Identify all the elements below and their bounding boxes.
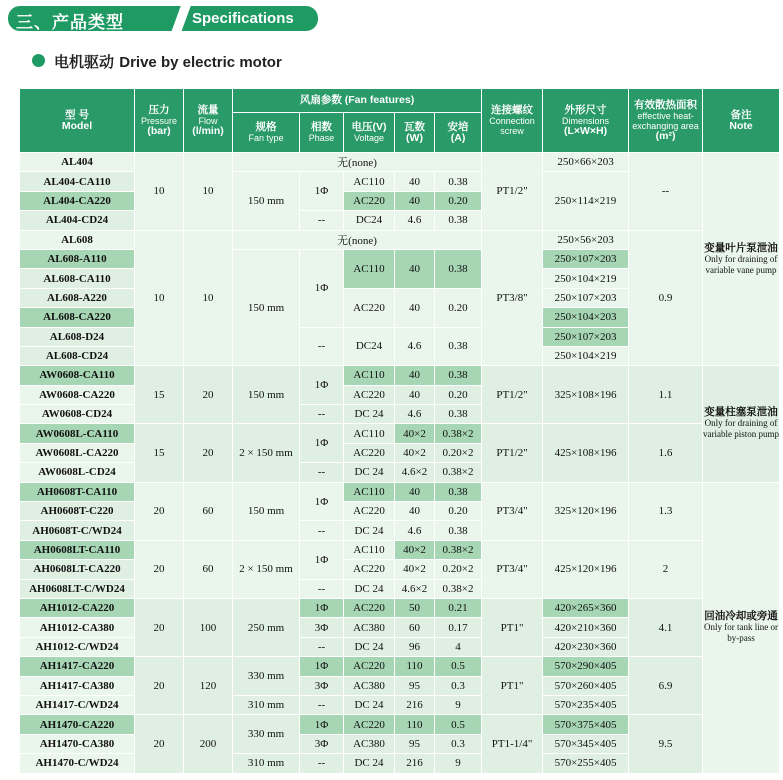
table-cell: 150 mm xyxy=(233,249,300,365)
table-cell: AC220 xyxy=(344,560,395,579)
table-cell: 20 xyxy=(135,657,184,715)
table-cell: AL608-A110 xyxy=(20,249,135,268)
table-cell: AL608-CA220 xyxy=(20,308,135,327)
table-cell: 0.38 xyxy=(435,327,482,366)
table-cell: 10 xyxy=(184,230,233,366)
table-cell: 40 xyxy=(395,191,435,210)
table-cell: 250×104×219 xyxy=(543,269,629,288)
table-cell: 0.38 xyxy=(435,482,482,501)
table-row xyxy=(20,598,780,617)
table-cell: 15 xyxy=(135,424,184,482)
table-cell: 120 xyxy=(184,657,233,715)
table-cell: 1.1 xyxy=(629,366,703,424)
table-cell: 6.9 xyxy=(629,657,703,715)
table-cell: 3Φ xyxy=(300,618,344,637)
model-cell: AL404 xyxy=(20,153,135,172)
table-cell: 1Φ xyxy=(300,366,344,405)
table-cell: 0.5 xyxy=(435,715,482,734)
table-cell: 4.6 xyxy=(395,521,435,540)
col-phase: 相数 Phase xyxy=(300,113,344,153)
table-cell: AL404-CD24 xyxy=(20,211,135,230)
table-cell: AH1470-CA380 xyxy=(20,734,135,753)
table-cell: 9.5 xyxy=(629,715,703,773)
table-cell: AH1012-CA380 xyxy=(20,618,135,637)
table-cell: 1Φ xyxy=(300,540,344,579)
col-note: 备注 Note xyxy=(703,89,780,153)
table-cell: -- xyxy=(300,695,344,714)
table-cell: AC220 xyxy=(344,598,395,617)
table-cell: 110 xyxy=(395,715,435,734)
table-cell: PT3/4" xyxy=(482,540,543,598)
table-cell: 10 xyxy=(184,153,233,231)
table-cell: 420×210×360 xyxy=(543,618,629,637)
table-cell: PT1" xyxy=(482,657,543,715)
table-row xyxy=(20,153,780,172)
table-cell: AW0608L-CD24 xyxy=(20,463,135,482)
col-area: 有效散热面积 effective heat- exchanging area (m²) xyxy=(629,89,703,153)
table-cell: AL404-CA110 xyxy=(20,172,135,191)
table-cell: 0.38×2 xyxy=(435,463,482,482)
table-cell: 无(none) xyxy=(233,153,482,172)
table-cell: 250×107×203 xyxy=(543,288,629,307)
table-cell: 4.6×2 xyxy=(395,579,435,598)
col-watt: 瓦数 (W) xyxy=(395,113,435,153)
table-cell: 40×2 xyxy=(395,424,435,443)
table-cell: 9 xyxy=(435,754,482,773)
table-cell: AH1012-CA220 xyxy=(20,598,135,617)
table-cell: 570×235×405 xyxy=(543,695,629,714)
table-cell: 50 xyxy=(395,598,435,617)
table-cell: 20 xyxy=(184,366,233,424)
table-row xyxy=(20,482,780,501)
table-cell: 570×345×405 xyxy=(543,734,629,753)
table-cell: AL608-D24 xyxy=(20,327,135,346)
table-cell: 250×66×203 xyxy=(543,153,629,172)
table-cell: AW0608L-CA220 xyxy=(20,443,135,462)
table-cell: 150 mm xyxy=(233,366,300,424)
table-cell: AH0608LT-CA220 xyxy=(20,560,135,579)
table-cell: 20 xyxy=(184,424,233,482)
table-cell: DC 24 xyxy=(344,405,395,424)
table-cell: AH0608LT-C/WD24 xyxy=(20,579,135,598)
table-cell: 0.3 xyxy=(435,676,482,695)
table-cell: 3Φ xyxy=(300,734,344,753)
table-cell: AL608-CA110 xyxy=(20,269,135,288)
table-cell: PT3/8" xyxy=(482,230,543,366)
table-cell: AC110 xyxy=(344,540,395,559)
table-cell: AC220 xyxy=(344,657,395,676)
col-amp: 安培 (A) xyxy=(435,113,482,153)
table-cell: 250×56×203 xyxy=(543,230,629,249)
table-cell: 20 xyxy=(135,482,184,540)
table-cell: PT3/4" xyxy=(482,482,543,540)
table-cell: AC220 xyxy=(344,443,395,462)
table-cell: 325×108×196 xyxy=(543,366,629,424)
table-cell: 330 mm xyxy=(233,657,300,696)
table-cell: -- xyxy=(300,211,344,230)
table-cell: 4.6 xyxy=(395,211,435,230)
table-cell: 40×2 xyxy=(395,443,435,462)
table-cell: 1Φ xyxy=(300,424,344,463)
table-cell: 250×114×219 xyxy=(543,172,629,230)
table-cell: DC 24 xyxy=(344,695,395,714)
table-cell: DC 24 xyxy=(344,754,395,773)
table-cell: 216 xyxy=(395,754,435,773)
table-cell: DC24 xyxy=(344,211,395,230)
table-cell: 1Φ xyxy=(300,249,344,327)
table-cell: 40 xyxy=(395,502,435,521)
table-cell: AC110 xyxy=(344,366,395,385)
col-voltage: 电压(V) Voltage xyxy=(344,113,395,153)
table-cell: AH1012-C/WD24 xyxy=(20,637,135,656)
table-cell: 4.6 xyxy=(395,405,435,424)
table-cell: 0.20×2 xyxy=(435,443,482,462)
table-cell: 250 mm xyxy=(233,598,300,656)
table-cell: AW0608-CA110 xyxy=(20,366,135,385)
table-cell: -- xyxy=(300,405,344,424)
table-cell: 250×107×203 xyxy=(543,249,629,268)
table-cell: AW0608L-CA110 xyxy=(20,424,135,443)
sub-heading-en: Drive by electric motor xyxy=(119,54,282,71)
table-cell: 0.38 xyxy=(435,521,482,540)
table-cell: 425×108×196 xyxy=(543,424,629,482)
table-cell: 10 xyxy=(135,230,184,366)
table-cell: 2 × 150 mm xyxy=(233,424,300,482)
table-cell: 0.38×2 xyxy=(435,540,482,559)
table-cell: 0.38 xyxy=(435,249,482,288)
table-cell: AC110 xyxy=(344,249,395,288)
table-cell: PT1" xyxy=(482,598,543,656)
table-cell: 3Φ xyxy=(300,676,344,695)
table-cell: 250×107×203 xyxy=(543,327,629,346)
table-cell: DC 24 xyxy=(344,579,395,598)
table-cell: AH0608T-CA110 xyxy=(20,482,135,501)
table-cell: AC220 xyxy=(344,288,395,327)
table-cell: 0.38 xyxy=(435,366,482,385)
col-flow: 流量 Flow (l/min) xyxy=(184,89,233,153)
table-cell: 570×255×405 xyxy=(543,754,629,773)
table-cell: 40×2 xyxy=(395,560,435,579)
table-cell: 40 xyxy=(395,288,435,327)
table-cell: 570×375×405 xyxy=(543,715,629,734)
table-cell: 60 xyxy=(184,482,233,540)
table-cell: 570×260×405 xyxy=(543,676,629,695)
table-cell: 200 xyxy=(184,715,233,773)
table-cell: 1Φ xyxy=(300,172,344,211)
table-cell: 20 xyxy=(135,540,184,598)
col-model: 型 号 Model xyxy=(20,89,135,153)
table-cell: 1.6 xyxy=(629,424,703,482)
table-cell: 310 mm xyxy=(233,754,300,773)
table-cell: AC110 xyxy=(344,482,395,501)
table-cell: 325×120×196 xyxy=(543,482,629,540)
table-cell: 40 xyxy=(395,482,435,501)
table-cell: 1Φ xyxy=(300,598,344,617)
table-cell: 0.20×2 xyxy=(435,560,482,579)
table-cell: AH1417-CA220 xyxy=(20,657,135,676)
table-cell: -- xyxy=(300,754,344,773)
table-cell: 2 × 150 mm xyxy=(233,540,300,598)
table-cell: AC380 xyxy=(344,618,395,637)
col-dimensions: 外形尺寸 Dimensions (L×W×H) xyxy=(543,89,629,153)
table-cell: AC380 xyxy=(344,676,395,695)
spec-table xyxy=(19,88,780,774)
table-cell: 150 mm xyxy=(233,482,300,540)
table-cell: 0.20 xyxy=(435,191,482,210)
table-cell: 425×120×196 xyxy=(543,540,629,598)
table-cell: 250×104×203 xyxy=(543,308,629,327)
table-cell: 60 xyxy=(395,618,435,637)
table-cell: DC24 xyxy=(344,327,395,366)
note-return: 回油冷却或旁通 Only for tank line or by-pass xyxy=(703,482,780,773)
table-cell: AL608-A220 xyxy=(20,288,135,307)
col-fan-type: 规格 Fan type xyxy=(233,113,300,153)
table-cell: 0.20 xyxy=(435,385,482,404)
section-header xyxy=(8,6,318,31)
table-cell: 4.6 xyxy=(395,327,435,366)
table-cell: AH0608T-C220 xyxy=(20,502,135,521)
table-cell: 95 xyxy=(395,734,435,753)
table-cell: AH1417-C/WD24 xyxy=(20,695,135,714)
table-cell: 95 xyxy=(395,676,435,695)
table-cell: 0.21 xyxy=(435,598,482,617)
table-cell: 250×104×219 xyxy=(543,346,629,365)
table-cell: DC 24 xyxy=(344,463,395,482)
table-cell: AC220 xyxy=(344,191,395,210)
table-cell: PT1/2" xyxy=(482,153,543,231)
col-connection: 连接螺纹 Connection screw xyxy=(482,89,543,153)
table-cell: 0.5 xyxy=(435,657,482,676)
table-cell: 216 xyxy=(395,695,435,714)
table-cell: 2 xyxy=(629,540,703,598)
table-cell: AW0608-CA220 xyxy=(20,385,135,404)
table-cell: DC 24 xyxy=(344,637,395,656)
table-cell: AH0608LT-CA110 xyxy=(20,540,135,559)
table-cell: AC110 xyxy=(344,172,395,191)
note-vane: 变量叶片泵泄油 Only for draining of variable vane pump xyxy=(703,153,780,366)
table-cell: -- xyxy=(300,637,344,656)
table-row xyxy=(20,657,780,676)
table-cell: -- xyxy=(300,521,344,540)
table-cell: AW0608-CD24 xyxy=(20,405,135,424)
table-cell: 1Φ xyxy=(300,715,344,734)
table-row xyxy=(20,230,780,249)
sub-heading-cn: 电机驱动 xyxy=(54,53,115,71)
table-cell: AC380 xyxy=(344,734,395,753)
note-piston: 变量柱塞泵泄油 Only for draining of variable piston pump xyxy=(703,366,780,482)
table-cell: AH0608T-C/WD24 xyxy=(20,521,135,540)
table-row xyxy=(20,715,780,734)
table-cell: 1.3 xyxy=(629,482,703,540)
table-cell: -- xyxy=(300,579,344,598)
table-row xyxy=(20,366,780,385)
table-cell: 0.20 xyxy=(435,288,482,327)
table-cell: AC220 xyxy=(344,385,395,404)
table-cell: 40×2 xyxy=(395,540,435,559)
table-cell: 1Φ xyxy=(300,657,344,676)
table-cell: 60 xyxy=(184,540,233,598)
table-cell: AH1470-CA220 xyxy=(20,715,135,734)
table-cell: PT1/2" xyxy=(482,424,543,482)
table-cell: 0.38×2 xyxy=(435,579,482,598)
table-cell: 9 xyxy=(435,695,482,714)
table-cell: 0.38 xyxy=(435,211,482,230)
section-title-cn: 三、产品类型 xyxy=(16,13,124,33)
table-cell: AL404-CA220 xyxy=(20,191,135,210)
table-cell: 330 mm xyxy=(233,715,300,754)
table-cell: PT1/2" xyxy=(482,366,543,424)
table-cell: 0.38 xyxy=(435,405,482,424)
table-cell: 0.20 xyxy=(435,502,482,521)
section-title-en: Specifications xyxy=(192,10,294,27)
table-cell: -- xyxy=(300,463,344,482)
table-cell: 0.3 xyxy=(435,734,482,753)
table-cell: AH1470-C/WD24 xyxy=(20,754,135,773)
table-cell: PT1-1/4" xyxy=(482,715,543,773)
table-cell: 1Φ xyxy=(300,482,344,521)
table-row xyxy=(20,424,780,443)
table-cell: 570×290×405 xyxy=(543,657,629,676)
table-row xyxy=(20,540,780,559)
table-cell: 4 xyxy=(435,637,482,656)
table-cell: 无(none) xyxy=(233,230,482,249)
table-cell: 4.1 xyxy=(629,598,703,656)
table-cell: 4.6×2 xyxy=(395,463,435,482)
table-cell: 40 xyxy=(395,249,435,288)
table-cell: AL608-CD24 xyxy=(20,346,135,365)
table-cell: 40 xyxy=(395,366,435,385)
table-cell: 15 xyxy=(135,366,184,424)
col-fan-group: 风扇参数 (Fan features) xyxy=(233,89,482,113)
table-cell: 40 xyxy=(395,385,435,404)
col-pressure: 压力 Pressure (bar) xyxy=(135,89,184,153)
table-cell: 96 xyxy=(395,637,435,656)
table-cell: 0.38×2 xyxy=(435,424,482,443)
table-cell: 10 xyxy=(135,153,184,231)
table-cell: AC220 xyxy=(344,715,395,734)
table-cell: 420×265×360 xyxy=(543,598,629,617)
table-cell: -- xyxy=(300,327,344,366)
table-cell: AC220 xyxy=(344,502,395,521)
bullet-dot-icon xyxy=(32,54,45,67)
table-cell: AC110 xyxy=(344,424,395,443)
table-cell: 20 xyxy=(135,715,184,773)
table-cell: AL608 xyxy=(20,230,135,249)
table-cell: 420×230×360 xyxy=(543,637,629,656)
table-cell: 0.9 xyxy=(629,230,703,366)
table-cell: 20 xyxy=(135,598,184,656)
table-cell: 0.38 xyxy=(435,172,482,191)
table-cell: 150 mm xyxy=(233,172,300,230)
table-cell: 0.17 xyxy=(435,618,482,637)
table-cell: 110 xyxy=(395,657,435,676)
table-cell: DC 24 xyxy=(344,521,395,540)
table-cell: 40 xyxy=(395,172,435,191)
table-cell: 310 mm xyxy=(233,695,300,714)
table-cell: AH1417-CA380 xyxy=(20,676,135,695)
table-cell: 100 xyxy=(184,598,233,656)
table-cell: -- xyxy=(629,153,703,231)
